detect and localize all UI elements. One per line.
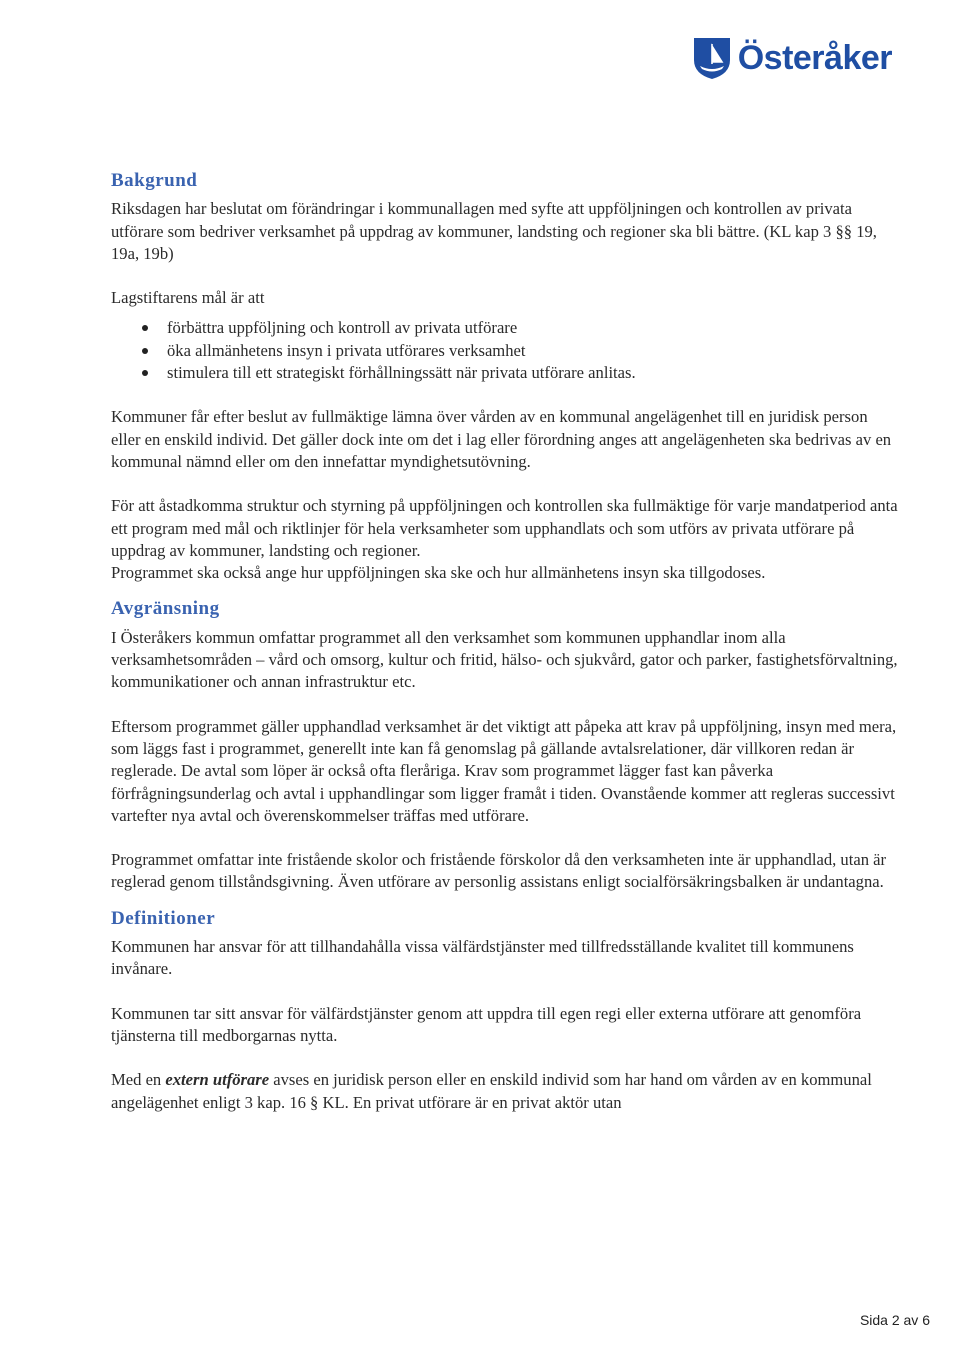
paragraph: Programmet omfattar inte fristående skolor och fristående förskolor då den verksamheten inte är upphandlad, utan är reglerad genom tillståndsgivning. Även utförare av personlig assistans enligt socialförsäkringsbalken är undantagna. [111,850,887,892]
list-intro: Lagstiftarens mål är att [111,288,265,308]
header-logo [692,36,892,80]
paragraph: Kommunen har ansvar för att tillhandahålla vissa välfärdstjänster med tillfredsställande kvalitet till kommunens invånare. [111,937,854,979]
section-heading: Definitioner [111,907,216,929]
paragraph: Kommunen tar sitt ansvar för välfärdstjänster genom att uppdra till egen regi eller externa utförare att genomföra tjänsterna till medborgarnas nytta. [111,1003,862,1045]
defined-term: extern utförare [165,1070,270,1090]
paragraph: Eftersom programmet gäller upphandlad verksamhet är det viktigt att påpeka att krav på uppföljning, insyn med mera, som läggs fast i programmet, generellt inte kan få genomslag på gällande avtalsrelationer, där villkoren redan är reglerade. De avtal som löper är också ofta fleråriga. Krav som programmet lägger fast kan påverka förfrågningsunderlag och avtal i upphandlingar som ligger framåt i tiden. Ovanstående kommer att regleras successivt vartefter nya avtal och överenskommelser träffas med utförare. [111,716,897,825]
section-heading: Bakgrund [111,170,198,191]
list-item: förbättra uppföljning och kontroll av privata utförare [167,317,901,339]
coat-of-arms-icon [692,36,732,80]
paragraph: Kommuner får efter beslut av fullmäktige lämna över vården av en kommunal angelägenhet till en juridisk person eller en enskild individ. Det gäller dock inte om det i lag eller förordning anges att angelägenheten ska bedrivas av en kommunal nämnd eller om den innefattar myndighetsutövning. [111,407,892,471]
text-run: Med en [111,1070,166,1090]
document-body [111,170,901,1136]
bullet-list [111,317,901,384]
text-run: avses en juridisk person eller en enskild individ som har hand om vården av en kommunal angelägenhet enligt 3 kap. 16 § KL. En privat utförare är en privat aktör utan [111,1070,872,1112]
section-avgransning [111,598,901,893]
paragraph: I Österåkers kommun omfattar programmet all den verksamhet som kommunen upphandlar inom alla verksamhetsområden – vård och omsorg, kultur och fritid, hälso- och sjukvård, gator och parker, fastighetsförvaltning, kommunikationer och annan infrastruktur etc. [111,627,898,692]
paragraph [111,1069,901,1114]
paragraph: Programmet ska också ange hur uppföljningen ska ske och hur allmänhetens insyn ska tillgodoses. [111,563,766,583]
page-number: Sida 2 av 6 [859,1312,930,1328]
logo-text: Österåker [737,39,892,77]
list-item: stimulera till ett strategiskt förhållningssätt när privata utförare anlitas. [167,362,901,384]
list-item: öka allmänhetens insyn i privata utförares verksamhet [167,340,901,362]
paragraph: Riksdagen har beslutat om förändringar i kommunallagen med syfte att uppföljningen och kontrollen av privata utförare som bedriver verksamhet på uppdrag av kommuner, landsting och regioner ska bli bättre. (KL kap 3 §§ 19, 19a, 19b) [111,199,877,263]
paragraph: För att åstadkomma struktur och styrning på uppföljningen och kontrollen ska fullmäktige för varje mandatperiod anta ett program med mål och riktlinjer för hela verksamheter som upphandlats och som utförs av privata utförare på uppdrag av kommuner, landsting och regioner. [111,496,898,560]
section-definitioner [111,908,901,1114]
section-bakgrund [111,170,901,584]
section-heading: Avgränsning [111,598,220,620]
